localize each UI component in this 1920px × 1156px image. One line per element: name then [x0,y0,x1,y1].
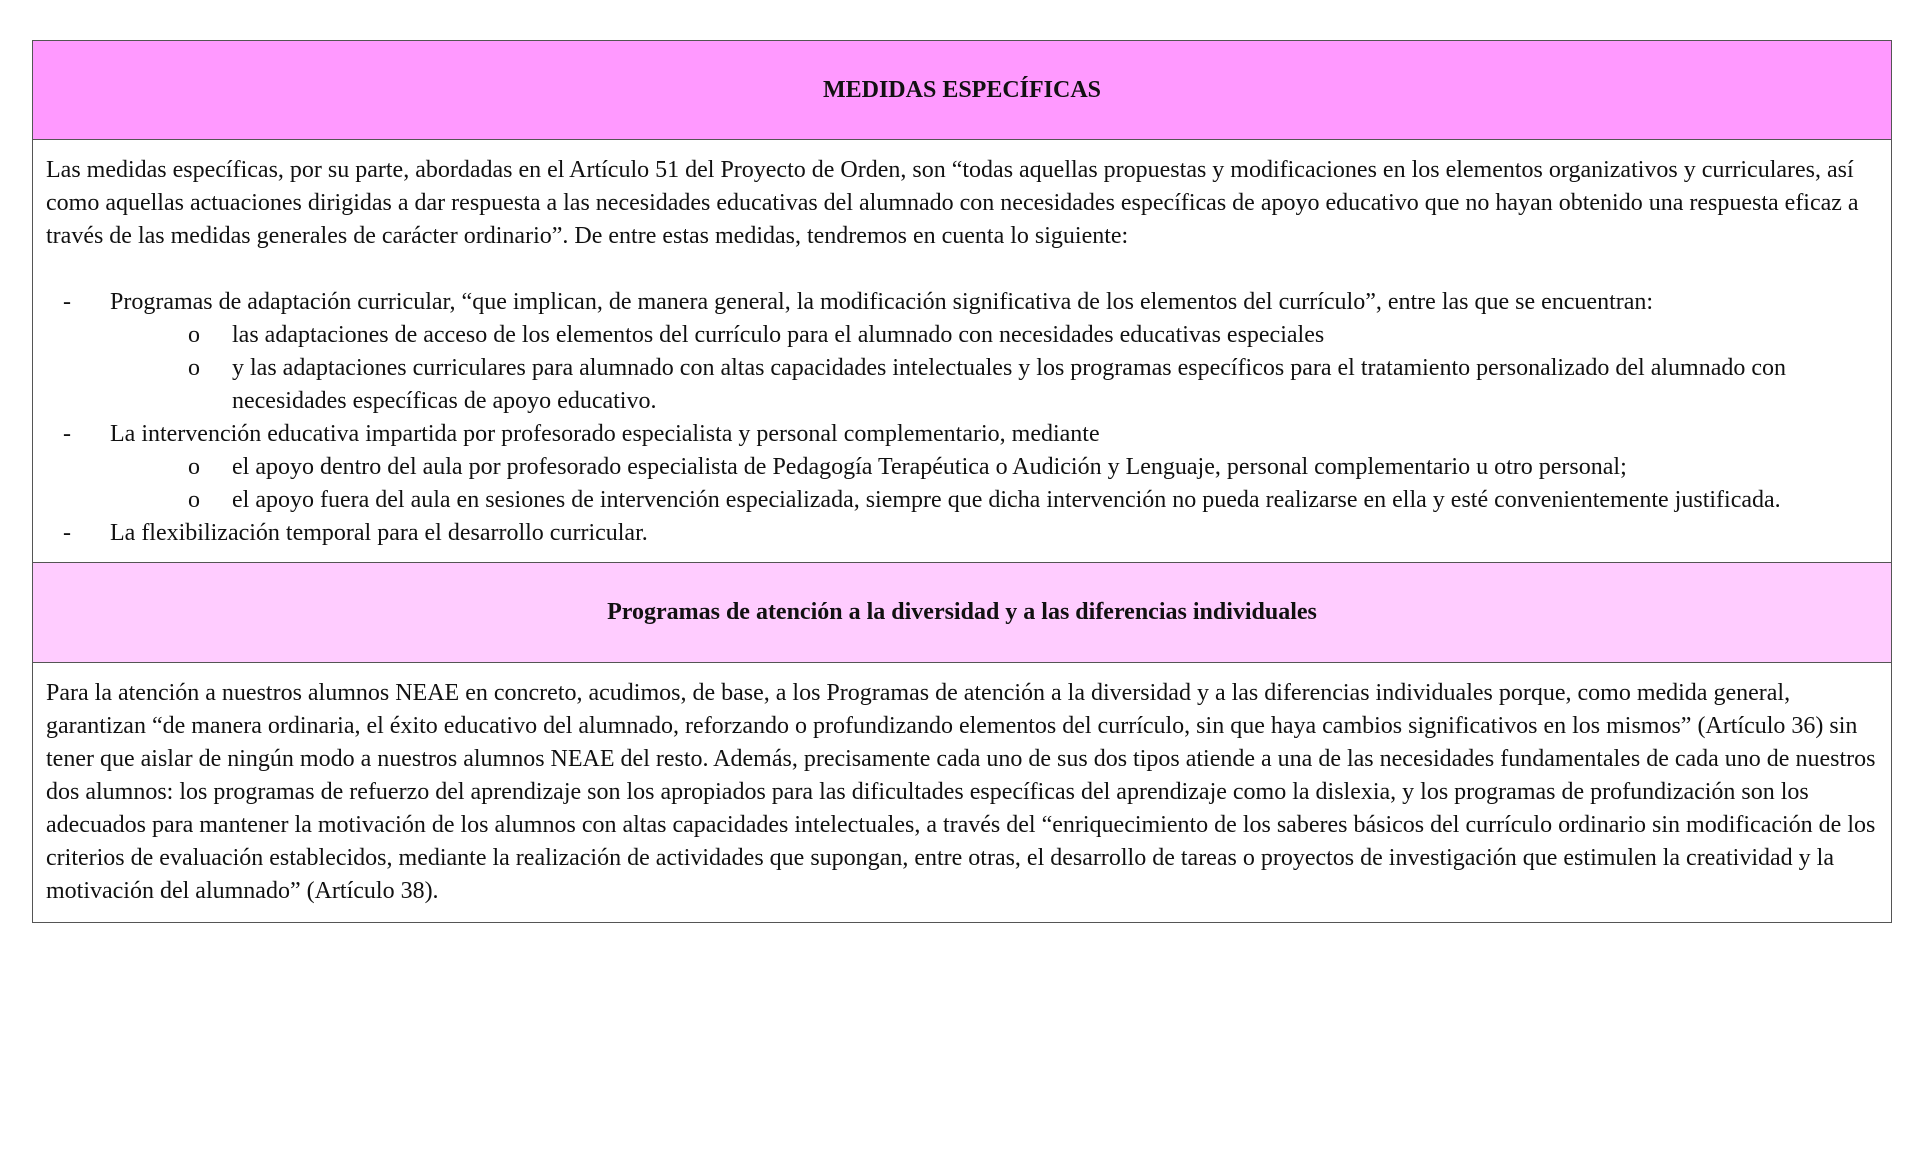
list-item [46,286,1877,418]
section-title: MEDIDAS ESPECÍFICAS [33,41,1891,140]
list-item-text: Programas de adaptación curricular, “que implican, de manera general, la modificación significativa de los elementos del currículo”, entre las que se encuentran: [110,289,1654,315]
circle-bullet: o [188,454,200,480]
list-item [46,418,1877,517]
sub-list [46,319,1877,418]
dash-bullet: - [63,421,71,447]
subsection-body [33,663,1891,922]
section-body [33,140,1891,563]
dash-bullet: - [63,289,71,315]
body-paragraph: Para la atención a nuestros alumnos NEAE en concreto, acudimos, de base, a los Programas de atención a la diversidad y a las diferencias individuales porque, como medida general, garantizan “de manera ordinaria, el éxito educativo del alumnado, reforzando o profundizando elementos del currículo, sin que haya cambios significativos en los mismos” (Artículo 36) sin tener que aislar de ningún modo a nuestros alumnos NEAE del resto. Además, precisamente cada uno de sus dos tipos atiende a una de las necesidades fundamentales de cada uno de nuestros dos alumnos: los programas de refuerzo del aprendizaje son los apropiados para las dificultades específicas del aprendizaje como la dislexia, y los programas de profundización son los adecuados para mantener la motivación de los alumnos con altas capacidades intelectuales, a través del “enriquecimiento de los saberes básicos del currículo ordinario sin modificación de los criterios de evaluación establecidos, mediante la realización de actividades que supongan, entre otras, el desarrollo de tareas o proyectos de investigación que estimulen la creatividad y la motivación del alumnado” (Artículo 38). [46,680,1876,904]
sub-list-item-text: las adaptaciones de acceso de los elementos del currículo para el alumnado con necesidades educativas especiales [232,322,1325,348]
sub-list-item [188,319,1877,352]
sub-list [46,451,1877,517]
sub-list-item [188,451,1877,484]
list-item-text: La flexibilización temporal para el desarrollo curricular. [110,520,648,546]
dash-bullet: - [63,520,71,546]
measures-list [46,286,1877,550]
circle-bullet: o [188,322,200,348]
sub-list-item-text: y las adaptaciones curriculares para alumnado con altas capacidades intelectuales y los programas específicos para el tratamiento personalizado del alumnado con necesidades específicas de apoyo educativo. [232,355,1787,414]
sub-list-item-text: el apoyo fuera del aula en sesiones de intervención especializada, siempre que dicha intervención no pueda realizarse en ella y esté convenientemente justificada. [232,487,1781,513]
circle-bullet: o [188,355,200,381]
intro-paragraph: Las medidas específicas, por su parte, abordadas en el Artículo 51 del Proyecto de Orden, son “todas aquellas propuestas y modificaciones en los elementos organizativos y curriculares, así como aquellas actuaciones dirigidas a dar respuesta a las necesidades educativas del alumnado con necesidades específicas de apoyo educativo que no hayan obtenido una respuesta eficaz a través de las medidas generales de carácter ordinario”. De entre estas medidas, tendremos en cuenta lo siguiente: [46,157,1859,249]
circle-bullet: o [188,487,200,513]
list-item [46,517,1877,550]
paragraph-spacer [46,253,1877,286]
sub-list-item [188,484,1877,517]
sub-list-item [188,352,1877,418]
list-item-text: La intervención educativa impartida por profesorado especialista y personal complementario, mediante [110,421,1100,447]
subsection-title: Programas de atención a la diversidad y a las diferencias individuales [33,563,1891,663]
sub-list-item-text: el apoyo dentro del aula por profesorado especialista de Pedagogía Terapéutica o Audición y Lenguaje, personal complementario u otro personal; [232,454,1627,480]
document-table [32,40,1892,923]
